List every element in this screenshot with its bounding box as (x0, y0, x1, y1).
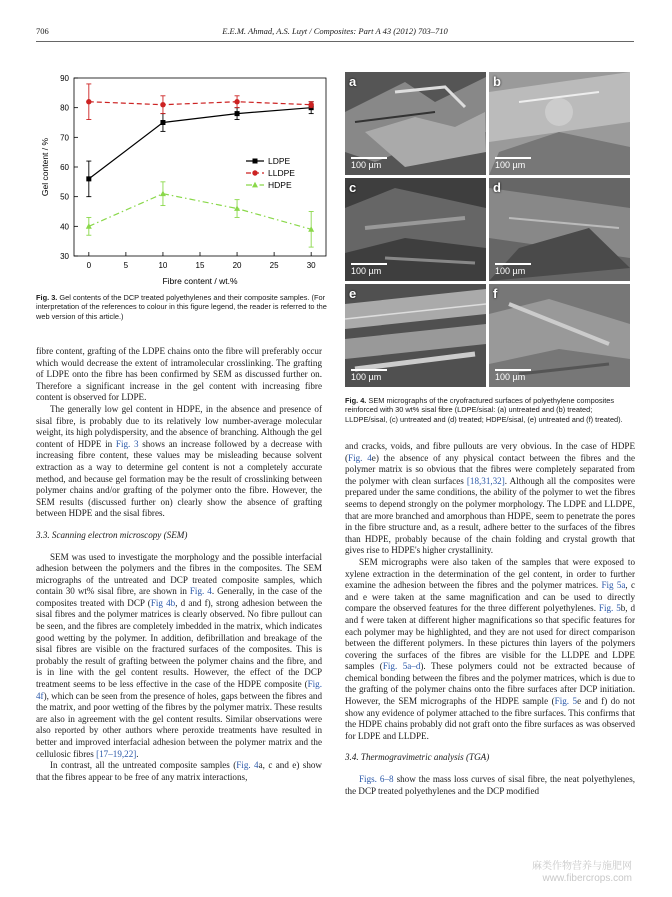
watermark-line-1: 麻类作物营养与施肥网 (532, 861, 632, 872)
legend-label-ldpe: LDPE (268, 156, 291, 166)
journal-citation: E.E.M. Ahmad, A.S. Luyt / Composites: Part A 43 (2012) 703–710 (222, 26, 448, 36)
left-paragraph-2: The generally low gel content in HDPE, in the absence and presence of sisal fibre, is probably due to its relatively low number-average molecular weight, its high polydispersity, and the absence of branching. Although the gel content of HDPE in Fig. 3 shows an increase followed by a decrease with increasing fibre content, these values may be misleading because solvent extraction as a way to determine gel content is not a completely accurate method, and because gel formation may be the result of crosslinking between polymer chains and/or grafting of the polymer onto the fibre. However, the SEM results (discussed further on) clearly show the absence of grafting between HDPE and the sisal fibres. (36, 403, 322, 519)
ref-citations-18-32[interactable]: [18,31,32] (466, 475, 505, 486)
x-axis-label: Fibre content / wt.% (162, 276, 238, 286)
data-point-ldpe (160, 120, 165, 125)
panel-label-e: e (349, 286, 357, 301)
x-tick-label: 0 (86, 261, 92, 270)
x-tick-label: 10 (158, 261, 168, 270)
header-rule (36, 41, 634, 42)
x-tick-label: 20 (232, 261, 242, 270)
data-point-hdpe (160, 191, 166, 197)
fig4-caption-label: Fig. 4. (345, 396, 367, 405)
x-tick-label: 25 (269, 261, 279, 270)
scale-bar-b: 100 µm (495, 157, 531, 170)
left-paragraph-3: SEM was used to investigate the morphology and the possible interfacial adhesion between the polymers and the fibres in the composites. The SEM micrographs of the untreated and DCP treated composite samples, which contain 30 wt% sisal fibre, are shown in Fig. 4. Generally, in the case of the composites treated with DCP (Fig 4b, d and f), strong adhesion between the sisal fibres and the polymer matrices is clearly observed. No fibre pullout can be seen, and the fibres are completely imbedded in the matrix, which indicates good wetting by the polymer. In addition, defibrillation and breakage of the sisal fibres are visible on the fractured surfaces of the composites. This is probably the result of grafting between the polymer chains and the fibre, and is in line with the gel content results. However, the effect of the DCP treatment seems to be less effective in the case of the HDPE composite (Fig. 4f), which can be seen from the presence of holes, gaps between the fibres and the matrix, and poor wetting of the fibres by the polymer matrix. These results are also in agreement with the gel content results. Similar observations were also reported by other authors where peroxide treatments have resulted in better and improved interfacial adhesion between the polymer matrix and the cellulosic fibres [17–19,22]. (36, 551, 323, 759)
panel-label-f: f (493, 286, 498, 301)
fig3-caption-label: Fig. 3. (36, 293, 58, 302)
gel-content-chart (36, 70, 336, 292)
x-tick-label: 5 (123, 261, 129, 270)
panel-label-a: a (349, 74, 357, 89)
y-tick-label: 90 (60, 74, 69, 83)
series-line-hdpe (89, 194, 311, 230)
plot-frame (74, 78, 326, 256)
data-point-lldpe (308, 102, 313, 107)
scale-bar-d: 100 µm (495, 263, 531, 276)
section-heading-3-4: 3.4. Thermogravimetric analysis (TGA) (345, 752, 490, 763)
right-paragraph-1: and cracks, voids, and fibre pullouts are very obvious. In the case of HDPE (Fig. 4e) the absence of any physical contact between the fibres and the polymer matrix is so obvious that the fibres were completely separated from the polymer with clean surfaces [18,31,32]. Although all the composites were prepared under the same conditions, the ability of the polymer to wet the fibres seems to depend strongly on the polymer morphology. The LDPE and LLDPE, that are more branched and amorphous than HDPE, seem to penetrate the pores in the fibre structure and, as a result, adhere better to the surfaces of the fibres than HDPE, probably because of the chain folding and crystal growth that gives rise to HDPE's higher crystallinity. (345, 441, 636, 556)
y-tick-label: 50 (60, 192, 69, 202)
right-column (345, 441, 635, 797)
y-tick-label: 30 (60, 252, 69, 261)
ref-fig5a-d[interactable]: Fig. 5a–d (382, 661, 421, 672)
right-paragraph-3: Figs. 6–8 show the mass loss curves of sisal fibre, the neat polyethylenes, the DCP treated polyethylenes and the DCP modified (345, 774, 636, 796)
data-point-ldpe (86, 176, 91, 181)
ref-fig5-hdpe[interactable]: Fig. 5 (554, 696, 578, 707)
scale-bar-f: 100 µm (495, 369, 531, 382)
sem-panel-e (345, 284, 486, 387)
sem-panel-b (489, 72, 630, 175)
sem-panel-d (489, 178, 630, 281)
page-number: 706 (36, 26, 49, 36)
ref-figs6-8[interactable]: Figs. 6–8 (359, 774, 394, 785)
ref-fig4b[interactable]: Fig 4b (150, 597, 176, 608)
left-column (36, 346, 322, 783)
data-point-ldpe (235, 111, 240, 116)
sem-panel-c (345, 178, 486, 281)
fig4-sem-grid (345, 72, 635, 390)
legend-marker-ldpe (253, 159, 258, 164)
legend-label-lldpe: LLDPE (268, 168, 295, 178)
y-axis-label: Gel content / % (40, 137, 50, 197)
panel-label-b: b (493, 74, 501, 89)
sem-panel-f (489, 284, 630, 387)
ref-citations-17-22[interactable]: [17–19,22] (96, 748, 137, 759)
data-point-lldpe (86, 99, 91, 104)
fig3-caption (36, 293, 334, 321)
y-tick-label: 70 (60, 133, 69, 143)
fig4-caption (345, 396, 635, 424)
watermark-line-2: www.fibercrops.com (542, 873, 632, 884)
x-tick-label: 30 (306, 261, 316, 270)
scale-bar-c: 100 µm (351, 263, 387, 276)
running-header (36, 26, 634, 40)
left-paragraph-4: In contrast, all the untreated composite samples (Fig. 4a, c and e) show that the fibres appear to be free of any matrix interactions, (36, 760, 322, 782)
watermark (532, 861, 632, 885)
sem-panel-a (345, 72, 486, 175)
fig4-caption-text: SEM micrographs of the cryofractured surfaces of polyethylene composites reinforced with 30 wt% sisal fibre (LDPE/sisal: (a) untreated and (b) treated; LLDPE/sisal, (c) untreated and (d) treated; HDPE/sisal, (e) untreated and (f) treated). (345, 396, 623, 424)
right-paragraph-2: SEM micrographs were also taken of the samples that were exposed to xylene extraction in the determination of the gel content, in order to further examine the adhesion between the fibres and the polymer matrices. Fig 5a, c and e were taken at the same magnification and can be used to directly compare the observed features for the three different polyethylenes. Fig. 5b, d and f were taken at different higher magnifications so that specific features for each polymer may be highlighted, and they are not used for direct comparison between the different polymers. In these pictures thin layers of the polymers covering the surfaces of the fibres are visible for the LLDPE and LDPE samples (Fig. 5a–d). These polymers could not be extracted because of chemical bonding between the fibres and the polymer matrices, which is due to the grafting of the polymer chains onto the fibre surfaces after DCP initiation. However, the SEM micrographs of the HDPE sample (Fig. 5e and f) do not show any evidence of polymer attached to the fibre surfaces. This confirms that the HDPE chains probably did not graft onto the fibre surfaces as was observed for LDPE and LLDPE. (345, 556, 636, 741)
ref-fig4-untreated[interactable]: Fig. 4 (236, 760, 259, 771)
panel-label-c: c (349, 180, 357, 195)
x-tick-label: 15 (195, 261, 205, 270)
y-tick-label: 60 (60, 163, 69, 172)
scale-bar-a: 100 µm (351, 157, 387, 170)
fig3-caption-text: Gel contents of the DCP treated polyethylenes and their composite samples. (For interpretation of the references to colour in this figure legend, the reader is referred to the web version of this article.) (36, 293, 327, 321)
section-heading-3-3: 3.3. Scanning electron microscopy (SEM) (36, 529, 188, 540)
ref-fig3[interactable]: Fig. 3 (115, 438, 139, 449)
scale-bar-e: 100 µm (351, 369, 387, 382)
ref-fig4f[interactable]: Fig. 4f (36, 679, 322, 701)
data-point-lldpe (234, 99, 239, 104)
legend-marker-hdpe (252, 182, 258, 188)
legend-marker-lldpe (252, 170, 257, 175)
ref-fig4e[interactable]: Fig. 4 (348, 452, 372, 463)
ref-fig4[interactable]: Fig. 4 (189, 586, 212, 597)
y-tick-label: 80 (60, 103, 69, 113)
ref-fig5[interactable]: Fig. 5 (598, 603, 621, 614)
ref-fig5a[interactable]: Fig 5a (601, 580, 626, 591)
panel-label-d: d (493, 180, 501, 195)
y-tick-label: 40 (60, 222, 69, 232)
legend-label-hdpe: HDPE (268, 180, 292, 190)
series-line-lldpe (89, 102, 311, 105)
data-point-lldpe (160, 102, 165, 107)
left-paragraph-1: fibre content, grafting of the LDPE chains onto the fibre will preferably occur which would decrease the extent of intramolecular crosslinking. The grafting of LDPE onto the fibre has been confirmed by SEM as discussed further on. Therefore a significant increase in the gel content with increasing fibre content is observed for LDPE. (36, 346, 322, 403)
